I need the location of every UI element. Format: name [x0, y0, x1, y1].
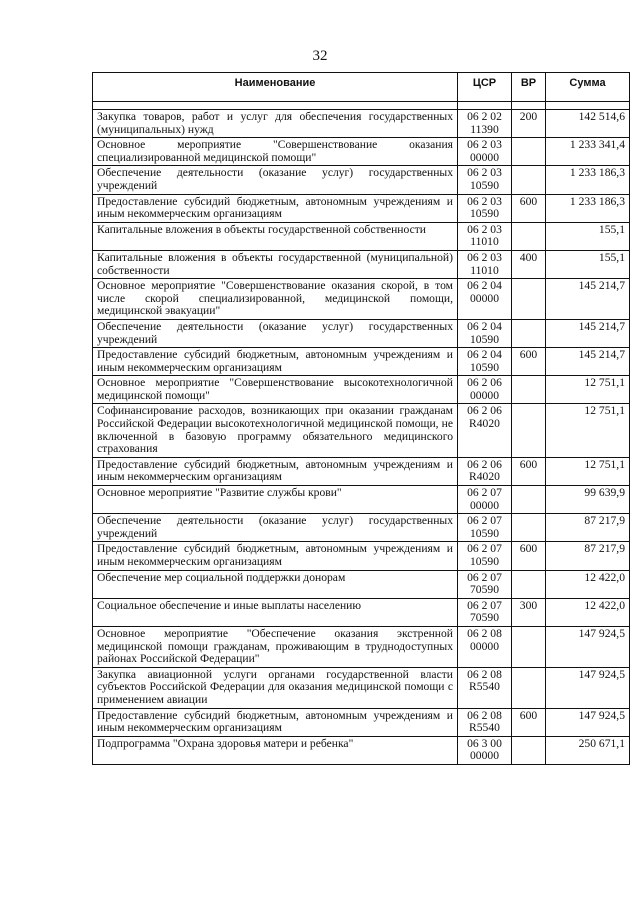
cell-sum: 1 233 186,3: [546, 166, 630, 194]
cell-name: Основное мероприятие "Совершенствование высокотехнологичной медицинской помощи": [93, 376, 458, 404]
cell-name: Обеспечение мер социальной поддержки донорам: [93, 570, 458, 598]
cell-name: Софинансирование расходов, возникающих при оказании гражданам Российской Федерации высокотехнологичной медицинской помощи, не включенной в базовую программу обязательного медицинского страхования: [93, 404, 458, 457]
cell-csr: 06 2 04 10590: [458, 319, 512, 347]
cell-name: Основное мероприятие "Обеспечение оказания экстренной медицинской помощи гражданам, проживающим в труднодоступных районах Российской Федерации": [93, 626, 458, 667]
header-name: Наименование: [93, 73, 458, 102]
cell-name: Предоставление субсидий бюджетным, автономным учреждениям и иным некоммерческим организациям: [93, 708, 458, 736]
table-row: [93, 486, 630, 514]
cell-csr: 06 2 07 70590: [458, 598, 512, 626]
cell-name: Предоставление субсидий бюджетным, автономным учреждениям и иным некоммерческим организациям: [93, 194, 458, 222]
cell-csr: 06 2 08 00000: [458, 626, 512, 667]
table-row: [93, 319, 630, 347]
table-row: [93, 598, 630, 626]
cell-vr: 600: [512, 457, 546, 485]
cell-sum: 87 217,9: [546, 542, 630, 570]
table-row: [93, 166, 630, 194]
table-row: [93, 110, 630, 138]
cell-sum: 12 422,0: [546, 570, 630, 598]
table-row: [93, 250, 630, 278]
cell-vr: 400: [512, 250, 546, 278]
cell-csr: 06 2 03 00000: [458, 138, 512, 166]
cell-vr: 200: [512, 110, 546, 138]
cell-csr: 06 2 03 11010: [458, 222, 512, 250]
cell-name: Предоставление субсидий бюджетным, автономным учреждениям и иным некоммерческим организациям: [93, 457, 458, 485]
cell-vr: [512, 376, 546, 404]
header-vr: ВР: [512, 73, 546, 102]
cell-csr: 06 2 08 R5540: [458, 708, 512, 736]
cell-sum: 147 924,5: [546, 667, 630, 708]
cell-name: Обеспечение деятельности (оказание услуг) государственных учреждений: [93, 166, 458, 194]
table-row: [93, 457, 630, 485]
cell-vr: [512, 138, 546, 166]
cell-name: Предоставление субсидий бюджетным, автономным учреждениям и иным некоммерческим организациям: [93, 348, 458, 376]
table-row: [93, 667, 630, 708]
cell-name: Закупка товаров, работ и услуг для обеспечения государственных (муниципальных) нужд: [93, 110, 458, 138]
cell-vr: 300: [512, 598, 546, 626]
cell-name: Обеспечение деятельности (оказание услуг) государственных учреждений: [93, 319, 458, 347]
table-row: [93, 348, 630, 376]
table-row: [93, 194, 630, 222]
cell-name: Капитальные вложения в объекты государственной собственности: [93, 222, 458, 250]
cell-csr: 06 3 00 00000: [458, 736, 512, 764]
cell-name: Обеспечение деятельности (оказание услуг) государственных учреждений: [93, 514, 458, 542]
cell-vr: 600: [512, 194, 546, 222]
cell-sum: 142 514,6: [546, 110, 630, 138]
cell-csr: 06 2 02 11390: [458, 110, 512, 138]
cell-csr: 06 2 07 70590: [458, 570, 512, 598]
header-csr: ЦСР: [458, 73, 512, 102]
cell-vr: [512, 514, 546, 542]
cell-vr: [512, 404, 546, 457]
budget-table: [92, 72, 630, 765]
cell-csr: 06 2 03 11010: [458, 250, 512, 278]
cell-sum: 99 639,9: [546, 486, 630, 514]
cell-csr: 06 2 04 00000: [458, 279, 512, 320]
cell-csr: 06 2 06 R4020: [458, 457, 512, 485]
cell-csr: 06 2 03 10590: [458, 166, 512, 194]
cell-sum: 147 924,5: [546, 626, 630, 667]
cell-vr: [512, 319, 546, 347]
table-row: [93, 404, 630, 457]
cell-sum: 12 751,1: [546, 404, 630, 457]
cell-vr: 600: [512, 708, 546, 736]
table-row: [93, 736, 630, 764]
cell-sum: 250 671,1: [546, 736, 630, 764]
cell-sum: 145 214,7: [546, 348, 630, 376]
cell-csr: 06 2 07 10590: [458, 542, 512, 570]
cell-name: Капитальные вложения в объекты государственной (муниципальной) собственности: [93, 250, 458, 278]
cell-sum: 1 233 186,3: [546, 194, 630, 222]
cell-csr: 06 2 03 10590: [458, 194, 512, 222]
table-row: [93, 376, 630, 404]
table-header-row: [93, 73, 630, 102]
cell-vr: [512, 667, 546, 708]
table-row: [93, 222, 630, 250]
cell-sum: 145 214,7: [546, 319, 630, 347]
cell-sum: 87 217,9: [546, 514, 630, 542]
cell-csr: 06 2 08 R5540: [458, 667, 512, 708]
cell-sum: 12 751,1: [546, 376, 630, 404]
header-sum: Сумма: [546, 73, 630, 102]
cell-sum: 145 214,7: [546, 279, 630, 320]
cell-name: Закупка авиационной услуги органами государственной власти субъектов Российской Федерации для оказания медицинской помощи с применением авиации: [93, 667, 458, 708]
table-row: [93, 514, 630, 542]
cell-csr: 06 2 04 10590: [458, 348, 512, 376]
table-row: [93, 138, 630, 166]
cell-vr: [512, 626, 546, 667]
cell-sum: 12 751,1: [546, 457, 630, 485]
cell-vr: [512, 486, 546, 514]
cell-csr: 06 2 07 00000: [458, 486, 512, 514]
cell-sum: 1 233 341,4: [546, 138, 630, 166]
cell-vr: [512, 222, 546, 250]
cell-csr: 06 2 06 R4020: [458, 404, 512, 457]
cell-name: Основное мероприятие "Совершенствование оказания скорой, в том числе скорой специализированной, медицинской помощи, медицинской эвакуации": [93, 279, 458, 320]
cell-csr: 06 2 06 00000: [458, 376, 512, 404]
table-row: [93, 708, 630, 736]
cell-name: Основное мероприятие "Совершенствование оказания специализированной медицинской помощи": [93, 138, 458, 166]
table-row: [93, 626, 630, 667]
page-number: 32: [312, 48, 328, 64]
cell-vr: [512, 279, 546, 320]
table-row: [93, 542, 630, 570]
cell-name: Основное мероприятие "Развитие службы крови": [93, 486, 458, 514]
cell-vr: [512, 736, 546, 764]
cell-sum: 147 924,5: [546, 708, 630, 736]
table-row: [93, 279, 630, 320]
table-row: [93, 570, 630, 598]
cell-name: Подпрограмма "Охрана здоровья матери и ребенка": [93, 736, 458, 764]
cell-name: Социальное обеспечение и иные выплаты населению: [93, 598, 458, 626]
cell-csr: 06 2 07 10590: [458, 514, 512, 542]
cell-sum: 155,1: [546, 250, 630, 278]
table-body: [93, 102, 630, 765]
spacer-row: [93, 102, 630, 110]
cell-vr: [512, 570, 546, 598]
cell-vr: 600: [512, 542, 546, 570]
cell-sum: 12 422,0: [546, 598, 630, 626]
cell-sum: 155,1: [546, 222, 630, 250]
cell-name: Предоставление субсидий бюджетным, автономным учреждениям и иным некоммерческим организациям: [93, 542, 458, 570]
cell-vr: 600: [512, 348, 546, 376]
cell-vr: [512, 166, 546, 194]
